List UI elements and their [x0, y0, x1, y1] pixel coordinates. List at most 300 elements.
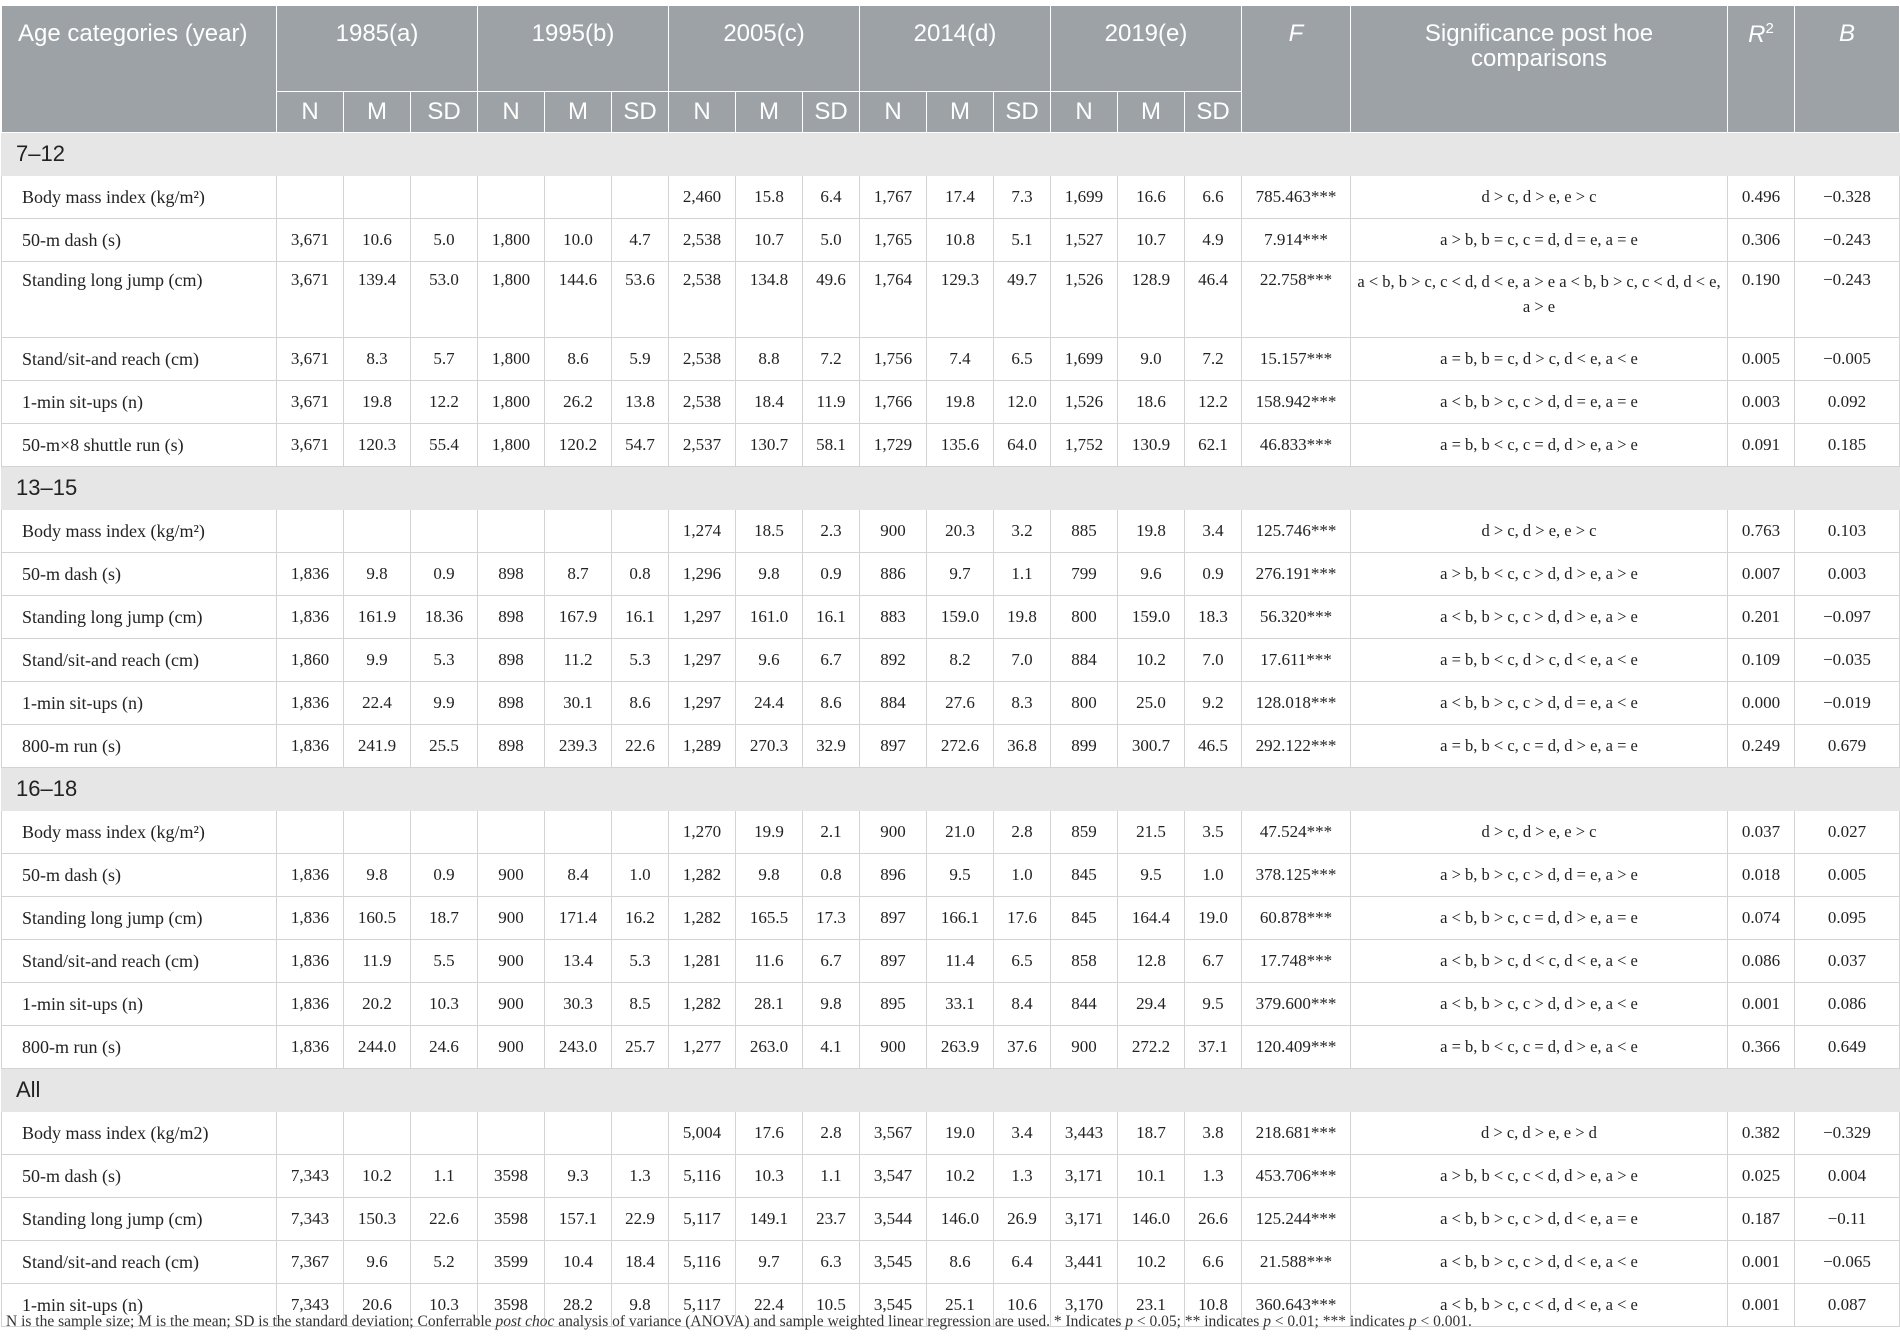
- value-cell: 22.4: [736, 1284, 803, 1327]
- value-cell: 7,343: [277, 1284, 344, 1327]
- value-cell: 6.5: [994, 940, 1051, 983]
- significance-cell: a < b, b > c, c < d, d < e, a > e a < b, b > c, c < d, d < e, a > e: [1351, 262, 1728, 338]
- value-cell: 5,117: [669, 1284, 736, 1327]
- value-cell: 11.4: [927, 940, 994, 983]
- subheader-m-0: M: [344, 92, 411, 133]
- value-cell: 1.0: [612, 854, 669, 897]
- value-cell: 898: [478, 553, 545, 596]
- value-cell: 3,545: [860, 1284, 927, 1327]
- value-cell: 19.0: [1185, 897, 1242, 940]
- value-cell: 1,860: [277, 639, 344, 682]
- value-cell: 24.6: [411, 1026, 478, 1069]
- value-cell: 0.9: [1185, 553, 1242, 596]
- value-cell: 7.3: [994, 176, 1051, 219]
- value-cell: 22.6: [411, 1198, 478, 1241]
- value-cell: 8.3: [344, 338, 411, 381]
- b-cell: 0.005: [1795, 854, 1900, 897]
- measure-label: 800-m run (s): [2, 1026, 277, 1069]
- value-cell: 900: [478, 897, 545, 940]
- value-cell: 10.8: [927, 219, 994, 262]
- value-cell: 900: [860, 510, 927, 553]
- b-cell: −0.005: [1795, 338, 1900, 381]
- value-cell: 9.7: [736, 1241, 803, 1284]
- value-cell: 6.6: [1185, 176, 1242, 219]
- value-cell: 58.1: [803, 424, 860, 467]
- value-cell: [277, 811, 344, 854]
- value-cell: 1,836: [277, 897, 344, 940]
- value-cell: 5.3: [612, 940, 669, 983]
- f-cell: 453.706***: [1242, 1155, 1351, 1198]
- measure-label: Body mass index (kg/m²): [2, 510, 277, 553]
- value-cell: 165.5: [736, 897, 803, 940]
- value-cell: 1,800: [478, 219, 545, 262]
- r2-cell: 0.382: [1728, 1112, 1795, 1155]
- r2-cell: 0.005: [1728, 338, 1795, 381]
- b-cell: −0.243: [1795, 262, 1900, 338]
- value-cell: 270.3: [736, 725, 803, 768]
- value-cell: 2,538: [669, 262, 736, 338]
- measure-label: Standing long jump (cm): [2, 1198, 277, 1241]
- measure-label: 50-m dash (s): [2, 219, 277, 262]
- value-cell: 272.2: [1118, 1026, 1185, 1069]
- table-row: [2, 176, 1900, 219]
- value-cell: 9.3: [545, 1155, 612, 1198]
- b-cell: 0.185: [1795, 424, 1900, 467]
- value-cell: 6.7: [1185, 940, 1242, 983]
- r2-cell: 0.086: [1728, 940, 1795, 983]
- value-cell: 8.5: [612, 983, 669, 1026]
- value-cell: 53.0: [411, 262, 478, 338]
- value-cell: 1,836: [277, 596, 344, 639]
- value-cell: 9.2: [1185, 682, 1242, 725]
- subheader-sd-4: SD: [1185, 92, 1242, 133]
- value-cell: 10.2: [927, 1155, 994, 1198]
- value-cell: 1,297: [669, 639, 736, 682]
- group-label: All: [2, 1069, 1900, 1112]
- value-cell: 10.7: [736, 219, 803, 262]
- value-cell: 19.8: [994, 596, 1051, 639]
- value-cell: 7.0: [1185, 639, 1242, 682]
- value-cell: 22.4: [344, 682, 411, 725]
- r2-cell: 0.201: [1728, 596, 1795, 639]
- measure-label: Stand/sit-and reach (cm): [2, 940, 277, 983]
- group-label: 16–18: [2, 768, 1900, 811]
- value-cell: 150.3: [344, 1198, 411, 1241]
- value-cell: [612, 1112, 669, 1155]
- footnote-p-2: p: [1263, 1313, 1271, 1330]
- value-cell: [478, 811, 545, 854]
- significance-cell: a < b, b > c, c = d, d > e, a = e: [1351, 897, 1728, 940]
- value-cell: 30.3: [545, 983, 612, 1026]
- value-cell: 20.3: [927, 510, 994, 553]
- value-cell: 884: [860, 682, 927, 725]
- table-row: [2, 725, 1900, 768]
- value-cell: 1.0: [1185, 854, 1242, 897]
- value-cell: 2.3: [803, 510, 860, 553]
- value-cell: 897: [860, 725, 927, 768]
- r2-cell: 0.074: [1728, 897, 1795, 940]
- value-cell: 3,443: [1051, 1112, 1118, 1155]
- value-cell: 7,367: [277, 1241, 344, 1284]
- value-cell: [411, 510, 478, 553]
- value-cell: 28.1: [736, 983, 803, 1026]
- value-cell: 1.3: [1185, 1155, 1242, 1198]
- measure-label: Standing long jump (cm): [2, 262, 277, 338]
- value-cell: 5.9: [612, 338, 669, 381]
- value-cell: 3,671: [277, 424, 344, 467]
- table-row: [2, 424, 1900, 467]
- value-cell: 2.1: [803, 811, 860, 854]
- header-f: [1242, 6, 1351, 133]
- value-cell: 1,836: [277, 983, 344, 1026]
- value-cell: 3,671: [277, 262, 344, 338]
- value-cell: 9.8: [736, 854, 803, 897]
- value-cell: 19.9: [736, 811, 803, 854]
- significance-cell: a < b, b > c, c > d, d < e, a = e: [1351, 1198, 1728, 1241]
- value-cell: 26.6: [1185, 1198, 1242, 1241]
- value-cell: 19.0: [927, 1112, 994, 1155]
- table-header: [2, 6, 1900, 133]
- value-cell: [277, 510, 344, 553]
- value-cell: 18.36: [411, 596, 478, 639]
- value-cell: 1,800: [478, 424, 545, 467]
- value-cell: 5.5: [411, 940, 478, 983]
- value-cell: 26.2: [545, 381, 612, 424]
- measure-label: 1-min sit-ups (n): [2, 983, 277, 1026]
- value-cell: 3.2: [994, 510, 1051, 553]
- value-cell: 11.6: [736, 940, 803, 983]
- value-cell: 3599: [478, 1241, 545, 1284]
- footnote-part-1: N is the sample size; M is the mean; SD is the standard deviation; Conferrable: [6, 1313, 496, 1330]
- value-cell: 3,547: [860, 1155, 927, 1198]
- value-cell: 36.8: [994, 725, 1051, 768]
- table-row: [2, 381, 1900, 424]
- value-cell: 900: [860, 1026, 927, 1069]
- table-row: [2, 1155, 1900, 1198]
- table-row: [2, 811, 1900, 854]
- value-cell: 899: [1051, 725, 1118, 768]
- b-cell: 0.086: [1795, 983, 1900, 1026]
- value-cell: 161.9: [344, 596, 411, 639]
- r2-cell: 0.091: [1728, 424, 1795, 467]
- value-cell: [545, 811, 612, 854]
- value-cell: 2.8: [994, 811, 1051, 854]
- value-cell: [411, 176, 478, 219]
- measure-label: 50-m×8 shuttle run (s): [2, 424, 277, 467]
- value-cell: 1.1: [803, 1155, 860, 1198]
- value-cell: 17.4: [927, 176, 994, 219]
- value-cell: 9.8: [803, 983, 860, 1026]
- table-row: [2, 1241, 1900, 1284]
- value-cell: 800: [1051, 596, 1118, 639]
- f-cell: 21.588***: [1242, 1241, 1351, 1284]
- table-footnote: [6, 1313, 1472, 1331]
- subheader-sd-1: SD: [612, 92, 669, 133]
- f-cell: 22.758***: [1242, 262, 1351, 338]
- value-cell: 7,343: [277, 1155, 344, 1198]
- value-cell: 17.6: [736, 1112, 803, 1155]
- header-b: [1795, 6, 1900, 133]
- value-cell: 120.3: [344, 424, 411, 467]
- value-cell: 144.6: [545, 262, 612, 338]
- value-cell: 13.8: [612, 381, 669, 424]
- f-cell: 276.191***: [1242, 553, 1351, 596]
- value-cell: 1,296: [669, 553, 736, 596]
- value-cell: 135.6: [927, 424, 994, 467]
- value-cell: 896: [860, 854, 927, 897]
- footnote-part-4: < 0.01; *** indicates: [1270, 1313, 1409, 1330]
- f-cell: 120.409***: [1242, 1026, 1351, 1069]
- significance-cell: a = b, b < c, c = d, d > e, a = e: [1351, 725, 1728, 768]
- table-body: [2, 133, 1900, 1327]
- value-cell: 1.3: [994, 1155, 1051, 1198]
- value-cell: 3,171: [1051, 1198, 1118, 1241]
- subheader-sd-3: SD: [994, 92, 1051, 133]
- measure-label: 1-min sit-ups (n): [2, 1284, 277, 1327]
- b-cell: 0.037: [1795, 940, 1900, 983]
- value-cell: 845: [1051, 897, 1118, 940]
- significance-cell: a < b, b > c, c > d, d > e, a < e: [1351, 983, 1728, 1026]
- value-cell: 4.1: [803, 1026, 860, 1069]
- value-cell: 25.5: [411, 725, 478, 768]
- value-cell: 9.6: [1118, 553, 1185, 596]
- value-cell: 5.3: [411, 639, 478, 682]
- value-cell: 4.7: [612, 219, 669, 262]
- value-cell: 6.4: [803, 176, 860, 219]
- value-cell: 895: [860, 983, 927, 1026]
- value-cell: 10.5: [803, 1284, 860, 1327]
- value-cell: 9.7: [927, 553, 994, 596]
- table-row: [2, 1198, 1900, 1241]
- value-cell: 9.6: [736, 639, 803, 682]
- value-cell: 19.8: [927, 381, 994, 424]
- significance-cell: a > b, b = c, c = d, d = e, a = e: [1351, 219, 1728, 262]
- r2-cell: 0.190: [1728, 262, 1795, 338]
- value-cell: 46.5: [1185, 725, 1242, 768]
- footnote-part-5: < 0.001.: [1416, 1313, 1472, 1330]
- value-cell: 1,281: [669, 940, 736, 983]
- value-cell: 18.4: [612, 1241, 669, 1284]
- value-cell: 2,460: [669, 176, 736, 219]
- header-age-categories: Age categories (year): [2, 6, 277, 133]
- table-row: [2, 682, 1900, 725]
- value-cell: 161.0: [736, 596, 803, 639]
- group-label: 13–15: [2, 467, 1900, 510]
- value-cell: 6.7: [803, 940, 860, 983]
- r2-cell: 0.018: [1728, 854, 1795, 897]
- value-cell: 21.0: [927, 811, 994, 854]
- table-row: [2, 338, 1900, 381]
- value-cell: 167.9: [545, 596, 612, 639]
- measure-label: 800-m run (s): [2, 725, 277, 768]
- value-cell: 263.9: [927, 1026, 994, 1069]
- f-cell: 379.600***: [1242, 983, 1351, 1026]
- b-cell: −0.243: [1795, 219, 1900, 262]
- f-cell: 378.125***: [1242, 854, 1351, 897]
- value-cell: 239.3: [545, 725, 612, 768]
- value-cell: 30.1: [545, 682, 612, 725]
- f-cell: 17.748***: [1242, 940, 1351, 983]
- measure-label: Body mass index (kg/m²): [2, 811, 277, 854]
- group-label: 7–12: [2, 133, 1900, 176]
- value-cell: 171.4: [545, 897, 612, 940]
- f-cell: 785.463***: [1242, 176, 1351, 219]
- r2-cell: 0.025: [1728, 1155, 1795, 1198]
- significance-cell: a = b, b < c, c = d, d > e, a > e: [1351, 424, 1728, 467]
- value-cell: 1,836: [277, 1026, 344, 1069]
- value-cell: 1,282: [669, 983, 736, 1026]
- value-cell: [545, 1112, 612, 1155]
- r2-cell: 0.306: [1728, 219, 1795, 262]
- value-cell: 20.6: [344, 1284, 411, 1327]
- value-cell: 8.4: [994, 983, 1051, 1026]
- value-cell: 241.9: [344, 725, 411, 768]
- measure-label: Stand/sit-and reach (cm): [2, 1241, 277, 1284]
- value-cell: 8.3: [994, 682, 1051, 725]
- value-cell: 10.2: [1118, 639, 1185, 682]
- value-cell: 19.8: [344, 381, 411, 424]
- header-f-text: F: [1288, 20, 1304, 47]
- value-cell: 1,836: [277, 940, 344, 983]
- value-cell: [277, 1112, 344, 1155]
- significance-cell: d > c, d > e, e > c: [1351, 176, 1728, 219]
- value-cell: 16.2: [612, 897, 669, 940]
- header-r2: [1728, 6, 1795, 133]
- b-cell: −0.11: [1795, 1198, 1900, 1241]
- value-cell: 10.1: [1118, 1155, 1185, 1198]
- value-cell: 129.3: [927, 262, 994, 338]
- value-cell: 18.4: [736, 381, 803, 424]
- table-row: [2, 262, 1900, 338]
- value-cell: 18.7: [411, 897, 478, 940]
- b-cell: −0.328: [1795, 176, 1900, 219]
- value-cell: 3598: [478, 1198, 545, 1241]
- value-cell: 1,752: [1051, 424, 1118, 467]
- header-significance: Significance post hoe comparisons: [1351, 6, 1728, 133]
- value-cell: 157.1: [545, 1198, 612, 1241]
- value-cell: 1,766: [860, 381, 927, 424]
- value-cell: 3.5: [1185, 811, 1242, 854]
- value-cell: 5.7: [411, 338, 478, 381]
- value-cell: 18.7: [1118, 1112, 1185, 1155]
- value-cell: 900: [860, 811, 927, 854]
- value-cell: 22.6: [612, 725, 669, 768]
- value-cell: 7.2: [803, 338, 860, 381]
- group-row: [2, 133, 1900, 176]
- f-cell: 292.122***: [1242, 725, 1351, 768]
- value-cell: 2,538: [669, 219, 736, 262]
- r2-cell: 0.109: [1728, 639, 1795, 682]
- measure-label: 50-m dash (s): [2, 1155, 277, 1198]
- footnote-p-1: p: [1125, 1313, 1134, 1330]
- value-cell: 37.1: [1185, 1026, 1242, 1069]
- value-cell: 8.2: [927, 639, 994, 682]
- value-cell: 900: [478, 1026, 545, 1069]
- value-cell: 885: [1051, 510, 1118, 553]
- value-cell: [612, 811, 669, 854]
- value-cell: 898: [478, 596, 545, 639]
- value-cell: 1,836: [277, 725, 344, 768]
- value-cell: 6.4: [994, 1241, 1051, 1284]
- value-cell: 5.1: [994, 219, 1051, 262]
- value-cell: 799: [1051, 553, 1118, 596]
- value-cell: 5,116: [669, 1241, 736, 1284]
- value-cell: 883: [860, 596, 927, 639]
- value-cell: 243.0: [545, 1026, 612, 1069]
- measure-label: Standing long jump (cm): [2, 596, 277, 639]
- value-cell: 898: [478, 639, 545, 682]
- value-cell: 898: [478, 682, 545, 725]
- r2-cell: 0.003: [1728, 381, 1795, 424]
- value-cell: 4.9: [1185, 219, 1242, 262]
- value-cell: 11.2: [545, 639, 612, 682]
- value-cell: 46.4: [1185, 262, 1242, 338]
- value-cell: 1,526: [1051, 262, 1118, 338]
- value-cell: [545, 510, 612, 553]
- value-cell: 23.7: [803, 1198, 860, 1241]
- r2-cell: 0.187: [1728, 1198, 1795, 1241]
- value-cell: 18.6: [1118, 381, 1185, 424]
- value-cell: 130.9: [1118, 424, 1185, 467]
- subheader-n-3: N: [860, 92, 927, 133]
- value-cell: 2,537: [669, 424, 736, 467]
- value-cell: 5,116: [669, 1155, 736, 1198]
- value-cell: 10.0: [545, 219, 612, 262]
- value-cell: 1,527: [1051, 219, 1118, 262]
- value-cell: 9.0: [1118, 338, 1185, 381]
- value-cell: 16.1: [612, 596, 669, 639]
- table-row: [2, 553, 1900, 596]
- footnote-italic-1: post choc: [495, 1313, 555, 1330]
- value-cell: 120.2: [545, 424, 612, 467]
- value-cell: [344, 510, 411, 553]
- value-cell: 5.2: [411, 1241, 478, 1284]
- value-cell: 1,767: [860, 176, 927, 219]
- value-cell: 26.9: [994, 1198, 1051, 1241]
- value-cell: 25.0: [1118, 682, 1185, 725]
- f-cell: 46.833***: [1242, 424, 1351, 467]
- value-cell: 28.2: [545, 1284, 612, 1327]
- value-cell: [411, 1112, 478, 1155]
- value-cell: 54.7: [612, 424, 669, 467]
- value-cell: [478, 176, 545, 219]
- value-cell: 8.8: [736, 338, 803, 381]
- r2-cell: 0.366: [1728, 1026, 1795, 1069]
- value-cell: 244.0: [344, 1026, 411, 1069]
- value-cell: 900: [478, 854, 545, 897]
- measure-label: Body mass index (kg/m2): [2, 1112, 277, 1155]
- value-cell: 1,800: [478, 381, 545, 424]
- b-cell: −0.329: [1795, 1112, 1900, 1155]
- measure-label: 50-m dash (s): [2, 854, 277, 897]
- value-cell: [344, 176, 411, 219]
- footnote-part-3: < 0.05; ** indicates: [1133, 1313, 1264, 1330]
- value-cell: 8.4: [545, 854, 612, 897]
- value-cell: 9.5: [927, 854, 994, 897]
- value-cell: 12.2: [411, 381, 478, 424]
- value-cell: 25.7: [612, 1026, 669, 1069]
- value-cell: 0.8: [803, 854, 860, 897]
- value-cell: 149.1: [736, 1198, 803, 1241]
- header-year-2019: 2019(e): [1051, 6, 1242, 92]
- significance-cell: d > c, d > e, e > c: [1351, 510, 1728, 553]
- value-cell: 1,765: [860, 219, 927, 262]
- value-cell: 263.0: [736, 1026, 803, 1069]
- value-cell: 10.2: [1118, 1241, 1185, 1284]
- group-row: [2, 1069, 1900, 1112]
- value-cell: 272.6: [927, 725, 994, 768]
- value-cell: 8.6: [803, 682, 860, 725]
